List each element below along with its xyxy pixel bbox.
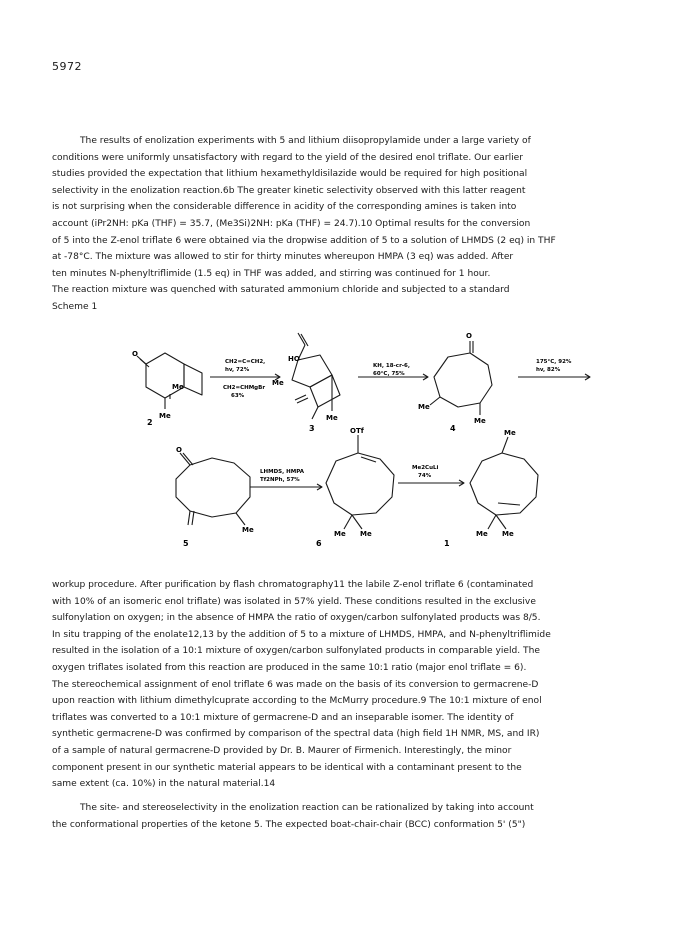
text-line: sulfonylation on oxygen; in the absence of HMPA the ratio of oxygen/carbon sulfonylated products was 8/5. — [52, 613, 541, 624]
reaction-conditions: hv, 72% — [225, 367, 250, 373]
carbonyl-oxygen-label: O — [176, 446, 182, 454]
methyl-label: Me — [326, 414, 338, 422]
hydroxyl-label: HO — [288, 355, 300, 363]
compound-3-structure — [292, 333, 340, 419]
paragraph-workup — [52, 577, 551, 793]
text-line: conditions were uniformly unsatisfactory with regard to the yield of the desired enol triflate. Our earlier — [52, 152, 523, 163]
methyl-label: Me — [334, 530, 346, 538]
text-line: same extent (ca. 10%) in the natural material.14 — [52, 779, 276, 790]
paragraph-enolization-results — [52, 133, 556, 316]
methyl-label: Me — [504, 429, 516, 437]
text-line: of a sample of natural germacrene-D provided by Dr. B. Maurer of Firmenich. Interestingly, the minor — [52, 745, 512, 756]
reaction-conditions: hv, 82% — [536, 367, 561, 373]
triflate-label: OTf — [350, 427, 364, 435]
methyl-label: Me — [360, 530, 372, 538]
methyl-label: Me — [476, 530, 488, 538]
text-line: synthetic germacrene-D was confirmed by comparison of the spectral data (high field 1H NMR, MS, and IR) — [52, 729, 540, 740]
compound-number: 2 — [147, 418, 153, 427]
methyl-label: Me — [474, 417, 486, 425]
text-line: studies provided the expectation that lithium hexamethyldisilazide would be required for high positional — [52, 169, 528, 180]
text-line: oxygen triflates isolated from this reaction are produced in the same 10:1 ratio (major enol triflate = 6). — [52, 662, 527, 673]
text-line: is not surprising when the considerable difference in acidity of the corresponding amines is taken into — [52, 202, 517, 213]
reaction-conditions: 74% — [418, 473, 432, 479]
compound-5-structure — [176, 453, 250, 525]
reaction-conditions: KH, 18-cr-6, — [373, 363, 410, 369]
text-line: triflates was converted to a 10:1 mixture of germacrene-D and an inseparable isomer. The identity of — [52, 712, 514, 723]
reaction-conditions: CH2=C=CH2, — [225, 359, 266, 365]
scheme-1-drawing — [40, 325, 640, 575]
text-line: In situ trapping of the enolate12,13 by the addition of 5 to a mixture of LHMDS, HMPA, and N-phenyltriflimide — [52, 629, 551, 640]
text-line: upon reaction with lithium dimethylcuprate according to the McMurry procedure.9 The 10:1 mixture of enol — [52, 696, 542, 707]
methyl-label: Me — [418, 403, 430, 411]
compound-4-structure — [430, 341, 492, 415]
text-line: The stereochemical assignment of enol triflate 6 was made on the basis of its conversion to germacrene-D — [52, 679, 539, 690]
text-line: ten minutes N-phenyltriflimide (1.5 eq) in THF was added, and stirring was continued for 1 hour. — [52, 268, 491, 279]
scheme-1-figure — [40, 325, 640, 575]
text-line: with 10% of an isomeric enol triflate) was isolated in 57% yield. These conditions resulted in the exclusive — [52, 596, 536, 607]
paragraph-selectivity — [52, 800, 534, 833]
text-line: selectivity in the enolization reaction.6b The greater kinetic selectivity observed with this latter reagent — [52, 185, 526, 196]
compound-number: 5 — [183, 539, 189, 548]
text-line: of 5 into the Z-enol triflate 6 were obtained via the dropwise addition of 5 to a solution of LHMDS (2 eq) in THF — [52, 235, 556, 246]
reaction-conditions: CH2=CHMgBr — [223, 385, 266, 391]
methyl-label: Me — [242, 526, 254, 534]
reaction-conditions: 60°C, 75% — [373, 371, 405, 377]
scheme-label: Scheme 1 — [52, 301, 98, 312]
compound-1-structure — [470, 437, 538, 529]
page-number: 5972 — [52, 60, 82, 73]
reaction-conditions: Tf2NPh, 57% — [260, 477, 300, 483]
compound-6-structure — [326, 435, 394, 529]
methyl-label: Me — [272, 379, 284, 387]
compound-number: 4 — [450, 424, 456, 433]
carbonyl-oxygen-label: O — [132, 350, 138, 358]
text-line: The site- and stereoselectivity in the enolization reaction can be rationalized by taking into account — [80, 803, 534, 813]
text-line: The results of enolization experiments with 5 and lithium diisopropylamide under a large variety of — [80, 136, 531, 146]
reaction-conditions: 63% — [231, 393, 245, 399]
reaction-conditions: 175°C, 92% — [536, 359, 572, 365]
carbonyl-oxygen-label: O — [466, 332, 472, 340]
text-line: The reaction mixture was quenched with saturated ammonium chloride and subjected to a standard — [52, 285, 510, 296]
text-line: resulted in the isolation of a 10:1 mixture of oxygen/carbon sulfonylated products in comparable yield. The — [52, 646, 540, 657]
compound-2-structure — [137, 353, 202, 409]
methyl-label: Me — [159, 412, 171, 420]
methyl-label: Me — [502, 530, 514, 538]
compound-number: 6 — [316, 539, 322, 548]
methyl-label: Me — [172, 383, 184, 391]
compound-number: 3 — [309, 424, 315, 433]
text-line: account (iPr2NH: pKa (THF) = 35.7, (Me3Si)2NH: pKa (THF) = 24.7).10 Optimal results for the conversion — [52, 218, 531, 229]
compound-number: 1 — [444, 539, 450, 548]
reaction-conditions: LHMDS, HMPA — [260, 469, 304, 475]
text-line: workup procedure. After purification by flash chromatography11 the labile Z-enol triflate 6 (contaminated — [52, 580, 534, 590]
text-line: the conformational properties of the ketone 5. The expected boat-chair-chair (BCC) conformation 5' (5") — [52, 819, 526, 830]
reaction-conditions: Me2CuLi — [412, 465, 439, 471]
text-line: component present in our synthetic material appears to be identical with a contaminant present to the — [52, 762, 522, 773]
text-line: at -78°C. The mixture was allowed to stir for thirty minutes whereupon HMPA (3 eq) was added. After — [52, 252, 514, 263]
